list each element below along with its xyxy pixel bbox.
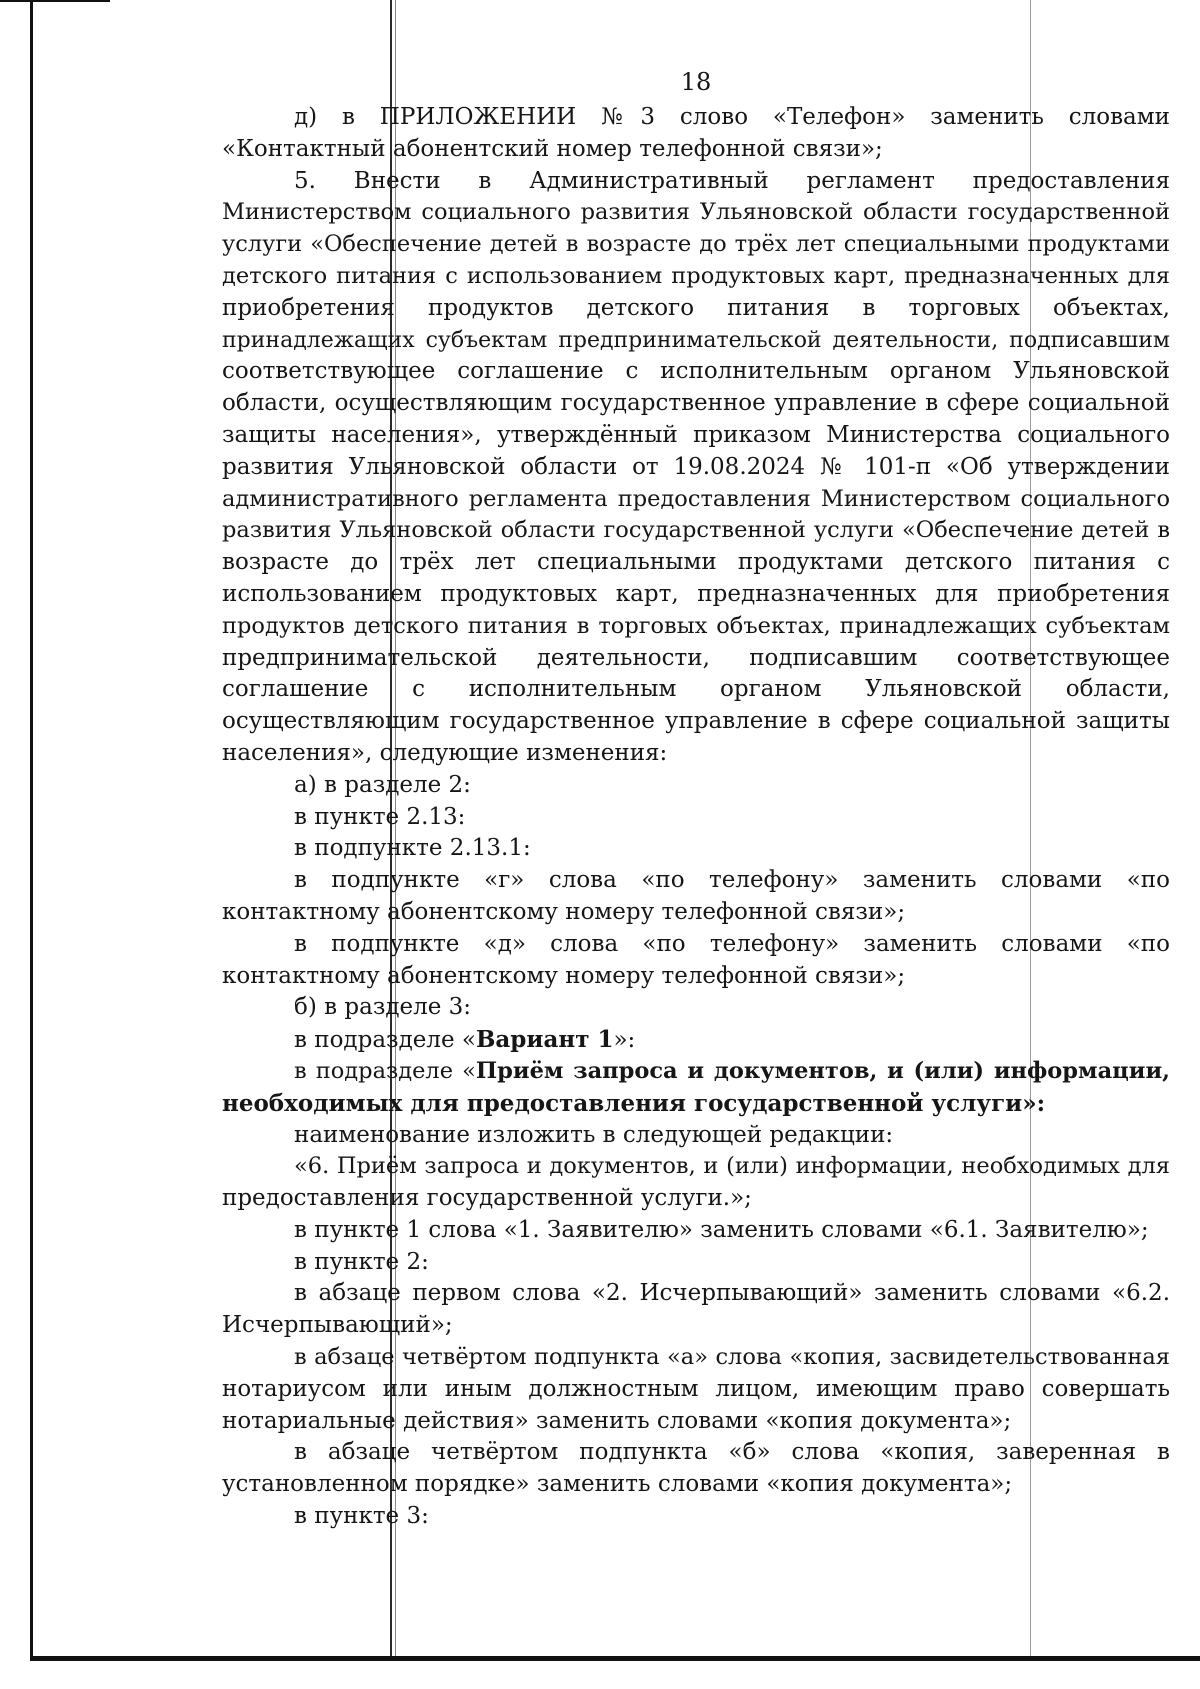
text-segment: в подразделе « <box>294 1057 476 1084</box>
text-line: Министерством социального развития Ульяновской области государственной <box>222 199 1170 226</box>
text-line: административного регламента предоставления Министерством социального <box>222 485 1170 512</box>
page-number: 18 <box>680 68 712 96</box>
text-line: детского питания с использованием продуктовых карт, предназначенных для <box>222 262 1170 289</box>
bold-text-segment: Приём запроса и документов, и (или) информации, <box>475 1057 1170 1084</box>
text-line: соглашение с исполнительным органом Ульяновской области, <box>222 676 1170 703</box>
text-line: а) в разделе 2: <box>294 771 471 798</box>
text-line: соответствующее соглашение с исполнительным органом Ульяновской <box>222 358 1170 385</box>
document-body <box>222 62 1170 1533</box>
text-line: в пункте 3: <box>294 1503 429 1530</box>
text-line: б) в разделе 3: <box>294 994 472 1021</box>
text-line: в подпункте «г» слова «по телефону» заменить словами «по <box>294 867 1170 894</box>
text-line: «6. Приём запроса и документов, и (или) информации, необходимых для <box>294 1153 1170 1180</box>
text-line <box>222 1088 1170 1120</box>
text-line: Исчерпывающий»; <box>222 1312 453 1339</box>
text-line: в абзаце четвёртом подпункта «а» слова «копия, засвидетельствованная <box>294 1344 1170 1371</box>
text-line: установленном порядке» заменить словами «копия документа»; <box>222 1471 1013 1498</box>
text-line: населения», следующие изменения: <box>222 739 668 766</box>
text-line <box>222 1056 1170 1088</box>
text-segment: »: <box>613 1027 636 1054</box>
text-line: возрасте до трёх лет специальными продуктами детского питания с <box>222 549 1170 576</box>
text-line: д) в ПРИЛОЖЕНИИ №3 слово «Телефон» заменить словами <box>294 104 1170 130</box>
text-line: принадлежащих субъектам предпринимательской деятельности, подписавшим <box>222 327 1170 353</box>
text-line: развития Ульяновской области государственной услуги «Обеспечение детей в <box>222 517 1170 544</box>
text-line: 5. Внести в Административный регламент предоставления <box>294 167 1170 194</box>
text-line: приобретения продуктов детского питания в торговых объектах, <box>222 294 1170 321</box>
text-line: в пункте 2: <box>294 1248 429 1275</box>
text-line: в абзаце первом слова «2. Исчерпывающий» заменить словами «6.2. <box>294 1280 1170 1307</box>
text-line: контактному абонентскому номеру телефонной связи»; <box>222 898 906 925</box>
text-line: услуги «Обеспечение детей в возрасте до трёх лет специальными продуктами <box>222 231 1170 258</box>
text-line: контактному абонентскому номеру телефонной связи»; <box>222 962 906 989</box>
text-line: в пункте 2.13: <box>294 803 466 830</box>
text-line: использованием продуктовых карт, предназначенных для приобретения <box>222 580 1170 607</box>
text-line: области, осуществляющим государственное управление в сфере социальной <box>222 390 1170 417</box>
text-line: в абзаце четвёртом подпункта «б» слова «копия, заверенная в <box>294 1439 1170 1466</box>
text-line: наименование изложить в следующей редакции: <box>294 1121 894 1148</box>
text-line: осуществляющим государственное управление в сфере социальной защиты <box>222 708 1170 735</box>
text-line: предпринимательской деятельности, подписавшим соответствующее <box>222 644 1170 671</box>
bold-text-segment: Вариант 1 <box>475 1026 614 1054</box>
text-line: в подпункте 2.13.1: <box>294 835 531 862</box>
text-segment: в подразделе « <box>294 1027 476 1054</box>
text-line: «Контактный абонентский номер телефонной связи»; <box>222 135 883 162</box>
scan-edge-top <box>0 0 110 2</box>
text-line: нотариальные действия» заменить словами «копия документа»; <box>222 1407 1012 1434</box>
bold-text-segment: необходимых для предоставления государственной услуги»: <box>222 1089 1046 1117</box>
text-line: защиты населения», утверждённый приказом Министерства социального <box>222 421 1170 448</box>
text-line: в подпункте «д» слова «по телефону» заменить словами «по <box>294 930 1170 957</box>
text-lines <box>222 102 1170 1533</box>
scan-edge-bottom <box>30 1656 1200 1661</box>
text-line: продуктов детского питания в торговых объектах, принадлежащих субъектам <box>222 612 1170 639</box>
text-line: нотариусом или иным должностным лицом, имеющим право совершать <box>222 1375 1170 1402</box>
text-line <box>222 1024 1170 1056</box>
text-line: предоставления государственной услуги.»; <box>222 1185 752 1212</box>
text-line: в пункте 1 слова «1. Заявителю» заменить словами «6.1. Заявителю»; <box>294 1216 1149 1243</box>
scan-edge-left <box>30 0 33 1660</box>
text-line: развития Ульяновской области от 19.08.2024 № 101-п «Об утверждении <box>222 453 1170 480</box>
